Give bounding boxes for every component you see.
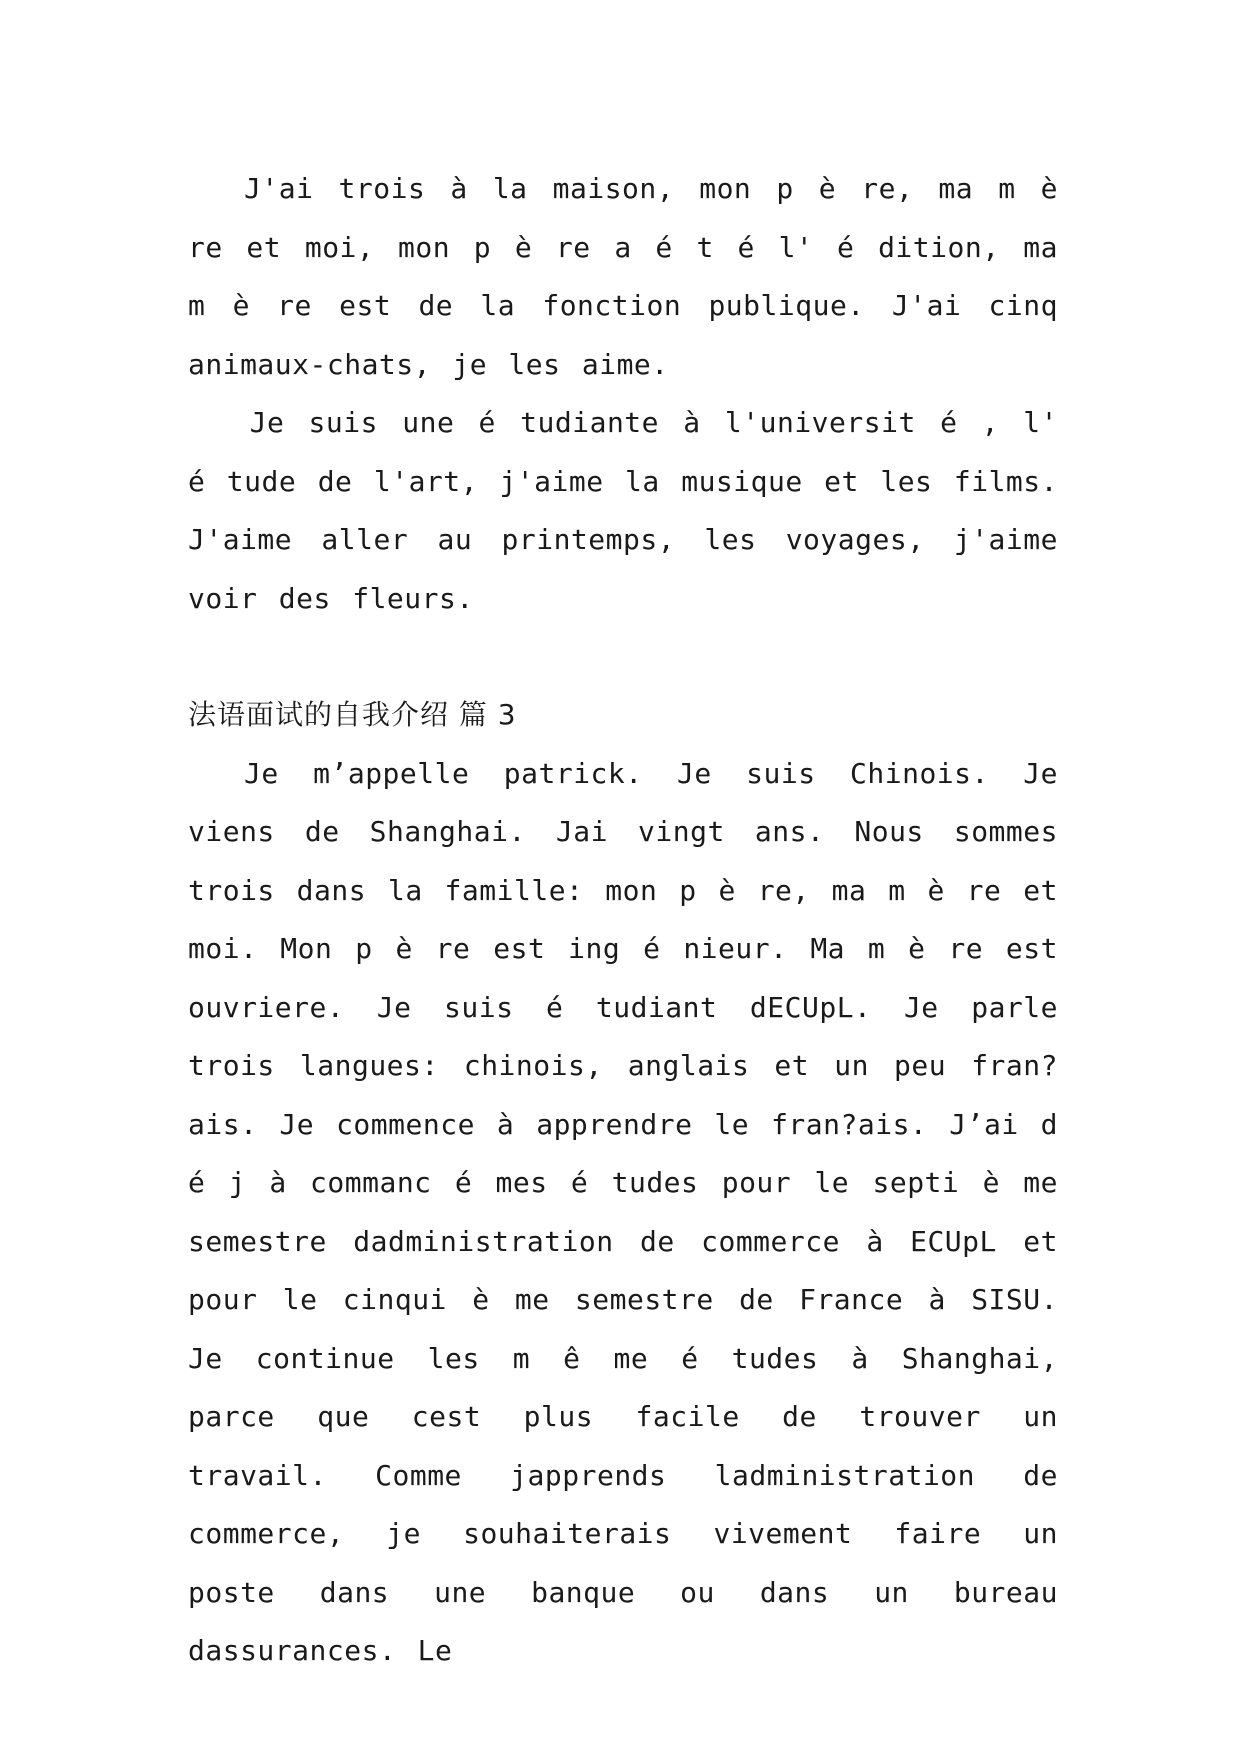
document-body (188, 160, 1058, 1681)
paragraph-introduction: Je m’appelle patrick. Je suis Chinois. Je viens de Shanghai. Jai vingt ans. Nous sommes trois dans la famille: mon p è re, ma m è re et moi. Mon p è re est ing é nieur. Ma m è re est ouvriere. Je suis é tudiant dECUpL. Je parle trois langues: chinois, anglais et un peu fran?ais. Je commence à apprendre le fran?ais. J’ai d é j à commanc é mes é tudes pour le septi è me semestre dadministration de commerce à ECUpL et pour le cinqui è me semestre de France à SISU. Je continue les m ê me é tudes à Shanghai, parce que cest plus facile de trouver un travail. Comme japprends ladministration de commerce, je souhaiterais vivement faire un poste dans une banque ou dans un bureau dassurances. Le (188, 756, 1058, 1667)
paragraph-family: J'ai trois à la maison, mon p è re, ma m è re et moi, mon p è re a é t é l' é dition, ma m è re est de la fonction publique. J'ai cinq animaux-chats, je les aime. (188, 172, 1058, 381)
section-heading: 法语面试的自我介绍 篇 3 (188, 698, 517, 731)
paragraph-studies: Je suis une é tudiante à l'universit é , l' é tude de l'art, j'aime la musique et les films. J'aime aller au printemps, les voyages, j'aime voir des fleurs. (188, 406, 1058, 615)
